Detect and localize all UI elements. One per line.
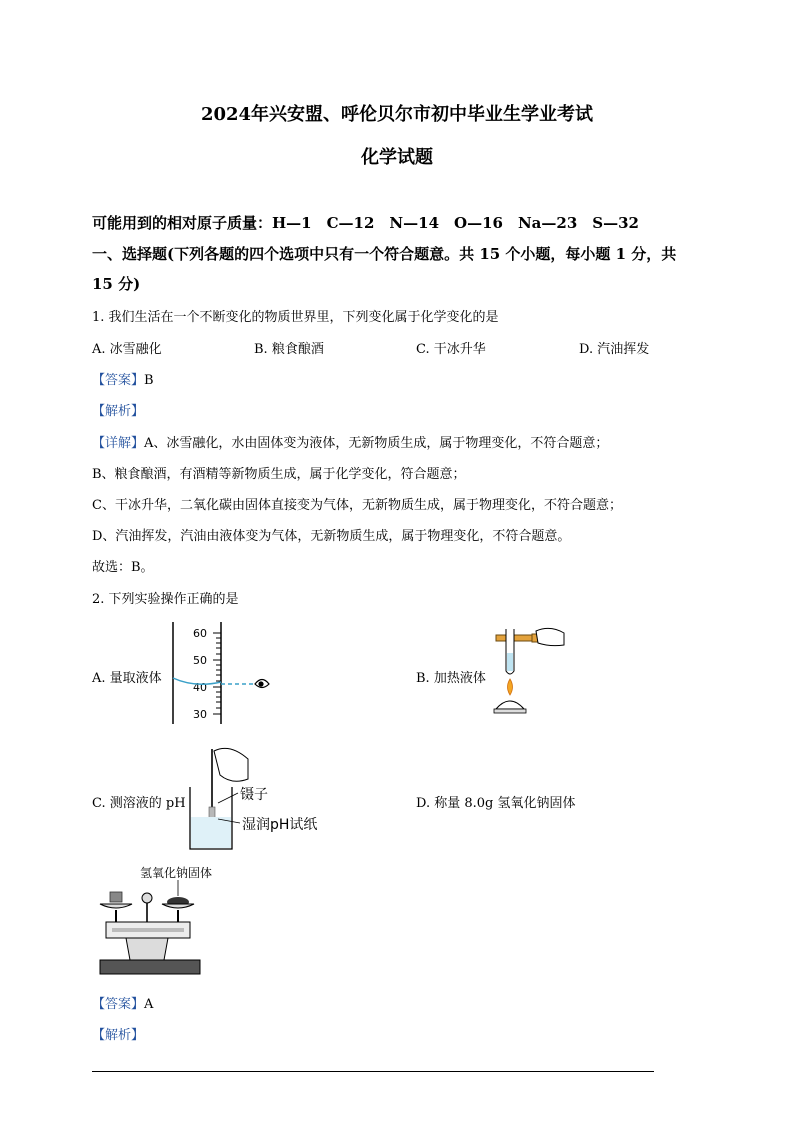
tick-label: 60: [193, 627, 207, 640]
tick-label: 30: [193, 708, 207, 721]
q1-stem: 1. 我们生活在一个不断变化的物质世界里，下列变化属于化学变化的是: [92, 310, 499, 325]
page-subtitle: 化学试题: [361, 147, 433, 168]
q1-conclusion: 故选：B。: [92, 560, 154, 575]
detail-text: A、冰雪融化，水由固体变为液体，无新物质生成，属于物理变化，不符合题意；: [144, 436, 609, 451]
q1-answer: [92, 369, 154, 388]
q2-option-c: C. 测溶液的 pH: [92, 796, 186, 811]
q2-option-d: D. 称量 8.0g 氢氧化钠固体: [416, 796, 576, 811]
hand: [214, 748, 248, 781]
lamp-base: [494, 709, 526, 713]
left-pan: [100, 904, 132, 908]
pointer-pivot: [142, 893, 152, 903]
balance-base: [100, 960, 200, 974]
naoh-label: 氢氧化钠固体: [140, 866, 213, 880]
weight-block: [110, 892, 122, 902]
right-pan: [162, 904, 194, 908]
q1-detail-line: [92, 432, 608, 451]
q2-answer: [92, 993, 153, 1012]
tick-label: 40: [193, 681, 207, 694]
alcohol-lamp: [496, 701, 524, 709]
answer-value: B: [144, 373, 154, 388]
q1-option-b: B. 粮食酿酒: [254, 342, 324, 357]
leader-line: [218, 793, 238, 803]
footer-divider: [92, 1071, 654, 1072]
section-heading: 一、选择题(下列各题的四个选项中只有一个符合题意。共 15 个小题，每小题 1 分，共: [92, 245, 677, 263]
balance-figure: [96, 862, 226, 980]
tube-liquid: [507, 653, 513, 671]
q2-analysis-tag: 【解析】: [92, 1028, 145, 1043]
heating-figure: [492, 623, 572, 723]
q1-analysis-tag: 【解析】: [92, 404, 145, 419]
q1-option-d: D. 汽油挥发: [579, 342, 650, 357]
q2-option-a: A. 量取液体: [92, 671, 162, 686]
q2-stem: 2. 下列实验操作正确的是: [92, 592, 239, 607]
ph-paper-label: 湿润pH试纸: [242, 817, 318, 833]
cylinder-scale: [213, 633, 221, 714]
hand: [536, 628, 564, 645]
detail-tag: 【详解】: [92, 436, 145, 451]
tweezers-label: 镊子: [240, 787, 268, 803]
beaker-solution: [191, 817, 231, 848]
cylinder-figure: [165, 618, 275, 728]
ph-test-figure: [186, 745, 336, 855]
eye-icon: [255, 680, 269, 688]
q1-option-a: A. 冰雪融化: [92, 342, 162, 357]
q1-detail-line: C、干冰升华，二氧化碳由固体直接变为气体，无新物质生成，属于物理变化，不符合题意；: [92, 498, 622, 513]
flame: [508, 679, 513, 695]
scale-bar: [112, 928, 184, 932]
q2-option-b: B. 加热液体: [416, 671, 486, 686]
answer-tag: 【答案】: [92, 997, 145, 1012]
page-title: 2024年兴安盟、呼伦贝尔市初中毕业生学业考试: [200, 104, 594, 125]
answer-value: A: [144, 997, 154, 1012]
atomic-mass-line: 可能用到的相对原子质量：H—1 C—12 N—14 O—16 Na—23 S—32: [92, 214, 639, 232]
section-heading-cont: 15 分): [92, 275, 141, 293]
q1-detail-line: B、粮食酿酒，有酒精等新物质生成，属于化学变化，符合题意；: [92, 467, 466, 482]
tick-label: 50: [193, 654, 207, 667]
balance-column: [126, 938, 168, 960]
q1-detail-line: D、汽油挥发，汽油由液体变为气体，无新物质生成，属于物理变化，不符合题意。: [92, 529, 571, 544]
q1-option-c: C. 干冰升华: [416, 342, 486, 357]
answer-tag: 【答案】: [92, 373, 145, 388]
